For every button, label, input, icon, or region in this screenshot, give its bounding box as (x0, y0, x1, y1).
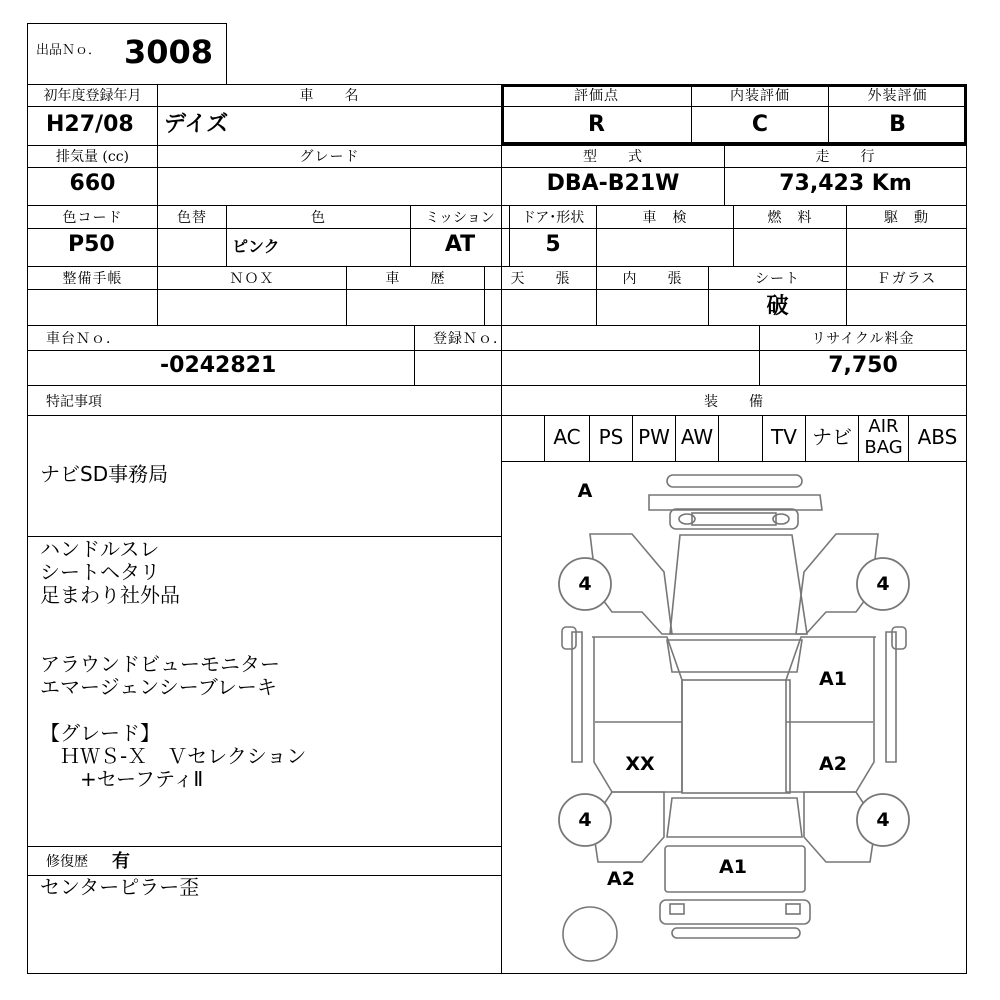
first-reg-value: H27/08 (46, 112, 134, 137)
inner-lining-label: 内 張 (622, 271, 683, 287)
remarks-block2: ハンドルスレ シートヘタリ 足まわり社外品 アラウンドビューモニター エマージェンシーブレーキ 【グレード】 ＨＷＳ-Ｘ Ｖセレクション +セーフティⅡ (40, 537, 307, 791)
inspection-label: 車 検 (642, 210, 688, 226)
transmission-value: AT (444, 232, 476, 257)
equip-airbag: AIR BAG (864, 416, 903, 458)
remarks-line1: ナビSD事務局 (40, 462, 169, 486)
maintenance-label: 整備手帳 (62, 271, 123, 287)
equipment-label: 装 備 (704, 394, 764, 410)
equip-aw: AW (680, 425, 714, 449)
equip-ac: AC (553, 425, 581, 449)
f-glass-label: Ｆガラス (876, 271, 937, 287)
mileage-label: 走 行 (815, 149, 876, 165)
fuel-label: 燃 料 (767, 210, 813, 226)
car-name-value: デイズ (164, 112, 229, 137)
damage-left-side: XX (625, 753, 655, 775)
exterior-value: B (889, 112, 906, 137)
door-value: 5 (545, 232, 561, 257)
model-label: 型 式 (583, 149, 643, 165)
damage-tire-rl: 4 (578, 809, 592, 831)
damage-tire-rr: 4 (876, 809, 890, 831)
damage-tire-fl: 4 (578, 573, 592, 595)
door-label: ドア･形状 (521, 210, 585, 226)
damage-rear-left: A2 (607, 868, 635, 890)
lot-label: 出品Ｎｏ． (36, 43, 102, 58)
score-value: R (588, 112, 605, 137)
ceiling-label: 天 張 (510, 271, 571, 287)
lot-number: 3008 (124, 33, 214, 71)
color-label: 色 (311, 210, 326, 226)
exterior-label: 外装評価 (867, 88, 928, 104)
interior-value: C (751, 112, 769, 137)
reg-no-label: 登録Ｎｏ． (433, 331, 508, 347)
displacement-value: 660 (69, 171, 116, 196)
chassis-no-label: 車台Ｎｏ． (46, 331, 121, 347)
equip-pw: PW (638, 425, 670, 449)
repair-history-label: 修復歴 (46, 854, 88, 870)
first-reg-label: 初年度登録年月 (43, 88, 142, 104)
equip-ps: PS (598, 425, 624, 449)
equip-abs: ABS (917, 425, 958, 449)
transmission-label: ミッション (425, 210, 495, 226)
car-diagram (502, 462, 966, 973)
nox-label: ＮＯＸ (229, 271, 275, 287)
drive-label: 駆 動 (884, 210, 929, 226)
damage-front: A (577, 480, 593, 502)
color-code-value: P50 (68, 232, 115, 257)
model-value: DBA-B21W (546, 171, 680, 196)
equip-navi: ナビ (812, 425, 852, 449)
mileage-value: 73,423 Km (779, 171, 912, 196)
repair-note: センターピラー歪 (40, 875, 200, 899)
car-name-label: 車 名 (299, 88, 360, 104)
grade-label: グレード (299, 149, 360, 165)
history-label: 車 歴 (385, 271, 446, 287)
color-change-label: 色替 (177, 210, 207, 226)
recycle-fee-value: 7,750 (828, 353, 898, 378)
color-code-label: 色コード (62, 210, 123, 226)
recycle-fee-label: リサイクル料金 (811, 331, 915, 347)
remarks-label: 特記事項 (46, 394, 102, 410)
damage-right-rear-door: A2 (819, 753, 847, 775)
seat-label: シート (755, 271, 800, 287)
damage-rear-hatch: A1 (719, 856, 747, 878)
color-value: ピンク (232, 237, 280, 256)
damage-tire-fr: 4 (876, 573, 890, 595)
displacement-label: 排気量 (cc) (55, 149, 130, 165)
interior-label: 内装評価 (730, 88, 790, 104)
seat-value: 破 (766, 294, 789, 319)
repair-history-value: 有 (112, 851, 130, 872)
score-label: 評価点 (574, 88, 619, 104)
equip-tv: TV (771, 425, 797, 449)
chassis-no-value: -0242821 (160, 353, 277, 378)
damage-right-front-door: A1 (819, 668, 847, 690)
